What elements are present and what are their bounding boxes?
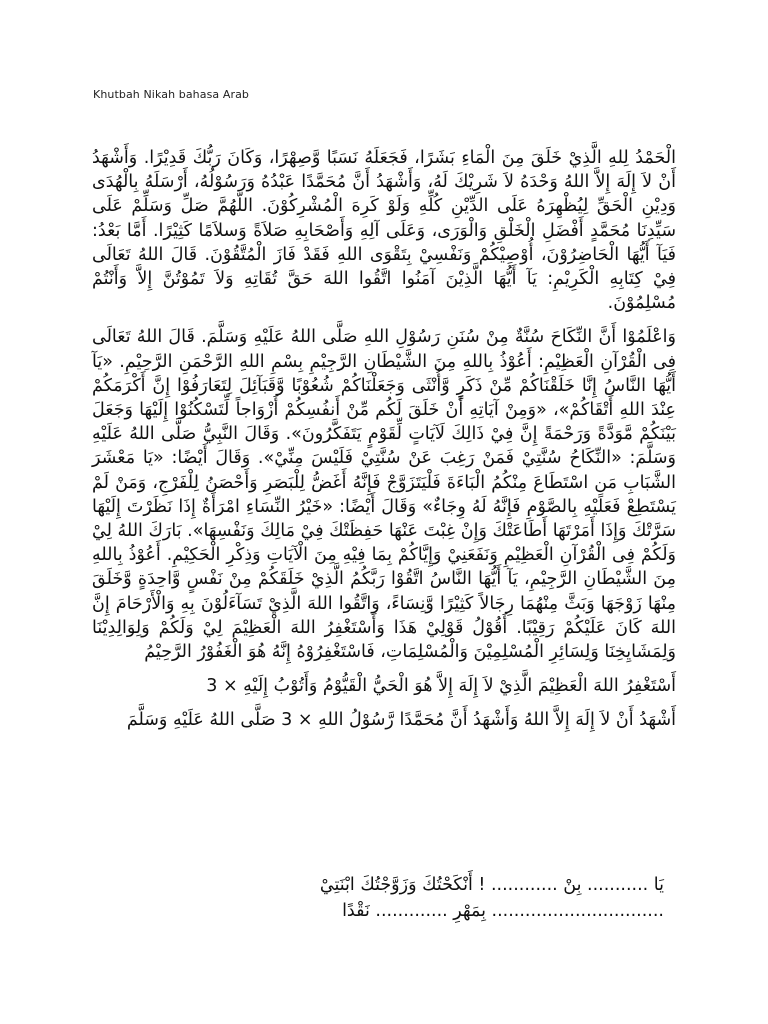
document-title: Khutbah Nikah bahasa Arab: [93, 88, 250, 101]
khutbah-paragraph-main: وَاعْلَمُوْا أَنَّ النِّكَاحَ سُنَّةٌ مِنْ سُنَنِ رَسُوْلِ اللهِ صَلَّى اللهُ عَلَيْهِ وَسَلَّمَ. قَالَ اللهُ تَعَالَى فِى الْقُرْآنِ الْعَظِيْمِ: أَعُوْذُ بِاللهِ مِنَ الشَّيْطَانِ الرَّجِيْمِ بِسْمِ اللهِ الرَّحْمَنِ الرَّحِيْمِ. «يَآ أَيُّهَا النَّاسُ إِنَّا خَلَقْنَاكُمْ مِّنْ ذَكَرٍ وَّأُنْثَى وَجَعَلْنَاكُمْ شُعُوْبًا وَّقَبَآئِلَ لِتَعَارَفُوْا إِنَّ أَكْرَمَكُمْ عِنْدَ اللهِ أَتْقَاكُمْ»، «وَمِنْ آيَاتِهِ أَنْ خَلَقَ لَكُم مِّنْ أَنفُسِكُمْ أَزْوَاجاً لِّتَسْكُنُوْا إِلَيْهَا وَجَعَلَ بَيْنَكُمْ مَّوَدَّةً وَرَحْمَةً إِنَّ فِيْ ذَالِكَ لَآيَاتٍ لِّقَوْمٍ يَتَفَكَّرُونَ». وَقَالَ النَّبِيُّ صَلَّى اللهُ عَلَيْهِ وَسَلَّمَ: «النِّكَاحُ سُنَّتِيْ فَمَنْ رَغِبَ عَنْ سُنَّتِيْ فَلَيْسَ مِنِّيْ». وَقَالَ أَيْضًا: «يَا مَعْشَرَ الشَّبَابِ مَنِ اسْتَطَاعَ مِنْكُمُ الْبَاءَةَ فَلْيَتَزَوَّجْ فَإِنَّهُ أَغَضُّ لِلْبَصَرِ وَأَحْصَنُ لِلْفَرْجِ، وَمَنْ لَمْ يَسْتَطِعْ فَعَلَيْهِ بِالصَّوْمِ فَإِنَّهُ لَهُ وِجَاءٌ» وَقَالَ أَيْضًا: «خَيْرُ النِّسَاءِ امْرَأَةٌ إِذَا نَظَرْتَ إِلَيْهَا سَرَّتْكَ وَإِذَا أَمَرْتَهَا أَطَاعَتْكَ وَإِنْ غِبْتَ عَنْهَا حَفِظَتْكَ فِيْ مَالِكَ وَنَفْسِهَا». بَارَكَ اللهُ لِيْ وَلَكُمْ فِى الْقُرْآنِ الْعَظِيْمِ وَنَفَعَنِيْ وَإِيَّاكُمْ بِمَا فِيْهِ مِنَ الْآيَاتِ وَذِكْرِ الْحَكِيْمِ. أَعُوْذُ بِاللهِ مِنَ الشَّيْطَانِ الرَّجِيْمِ، يَآ أَيُّهَا النَّاسُ اتَّقُوْا رَبَّكُمُ الَّذِيْ خَلَقَكُمْ مِنْ نَفْسٍ وَّاحِدَةٍ وَّخَلَقَ مِنْهَا زَوْجَهَا وَبَثَّ مِنْهُمَا رِجَالاً كَثِيْرًا وَّنِسَاءً، وَاتَّقُوا اللهَ الَّذِيْ تَسَآءَلُوْنَ بِهِ وَالْأَرْحَامَ إِنَّ اللهَ كَانَ عَلَيْكُمْ رَقِيْبًا. أَقُوْلُ قَوْلِيْ هَذَا وَأَسْتَغْفِرُ اللهَ الْعَظِيْمَ لِيْ وَلَكُمْ وَلِوَالِدِيْنَا وَلِمَشَايِخِنَا وَلِسَائِرِ الْمُسْلِمِيْنَ وَالْمُسْلِمَاتِ، فَاسْتَغْفِرُوْهُ إِنَّهُ هُوَ الْغَفُوْرُ الرَّحِيْمُ: [92, 327, 676, 663]
akad-nikah-block: [92, 872, 676, 924]
istighfar-line: أَسْتَغْفِرُ اللهَ الْعَظِيْمَ الَّذِيْ لاَ إِلَهَ إِلاَّ هُوَ الْحَيُّ الْقَيُّوْمُ وَأَتُوْبُ إِلَيْهِ × 3: [206, 676, 676, 697]
syahadah-line: أَشْهَدُ أَنْ لاَ إِلَهَ إِلاَّ اللهُ وَأَشْهَدُ أَنَّ مُحَمَّدًا رَّسُوْلُ اللهِ × 3 صَلَّى اللهُ عَلَيْهِ وَسَلَّمَ: [126, 710, 676, 731]
khutbah-body: [92, 146, 676, 751]
akad-line-2: ............................... بِمَهْرِ ............. نَقْدًا: [342, 901, 664, 921]
akad-line-1: يَا ........... بِنْ ............ ! أَنْكَحْتُكَ وَزَوَّجْتُكَ ابْنَتِيْ: [319, 875, 664, 895]
khutbah-paragraph-opening: الْحَمْدُ لِلهِ الَّذِيْ خَلَقَ مِنَ الْمَاءِ بَشَرًا، فَجَعَلَهُ نَسَبًا وَّصِهْرًا، وَكَانَ رَبُّكَ قَدِيْرًا. وَأَشْهَدُ أَنْ لاَ إِلَهَ إِلاَّ اللهُ وَحْدَهُ لاَ شَرِيْكَ لَهُ، وَأَشْهَدُ أَنَّ مُحَمَّدًا عَبْدُهُ وَرَسُوْلُهُ، أَرْسَلَهُ بِالْهُدَى وَدِيْنِ الْحَقِّ لِيُظْهِرَهُ عَلَى الدِّيْنِ كُلِّهِ وَلَوْ كَرِهَ الْمُشْرِكُوْنَ. اللَّهُمَّ صَلِّ وَسَلِّمْ عَلَى سَيِّدِنَا مُحَمَّدٍ أَفْضَلِ الْخَلْقِ وَالْوَرَى، وَعَلَى آلِهِ وَأَصْحَابِهِ صَلاَةً وَسلاَمًا كَثِيْرًا. أَمَّا بَعْدُ: فَيَآ أَيُّهَا الْحَاضِرُوْنَ، أُوْصِيْكُمْ وَنَفْسِيْ بِتَقْوَى اللهِ فَقَدْ فَازَ الْمُتَّقُوْنَ. قَالَ اللهُ تَعَالَى فِيْ كِتَابِهِ الْكَرِيْمِ: يَآ أَيُّهَا الَّذِيْنَ آمَنُوا اتَّقُوا اللهَ حَقَّ تُقَاتِهِ وَلاَ تَمُوْتُنَّ إِلاَّ وَأَنْتُمْ مُسْلِمُوْنَ.: [92, 148, 676, 314]
